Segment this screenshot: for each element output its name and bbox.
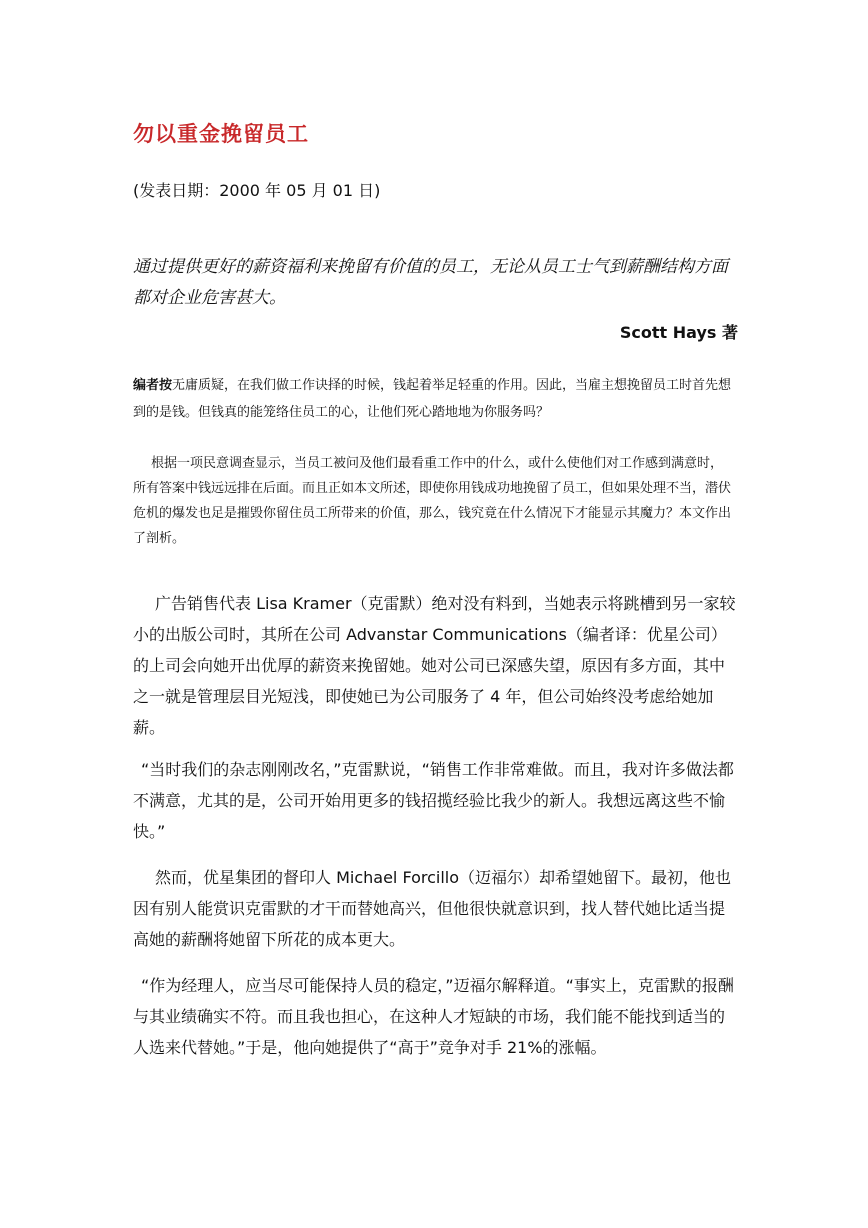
publish-date: (发表日期：2000 年 05 月 01 日)	[133, 181, 381, 200]
editor-note-text: 无庸质疑，在我们做工作诀择的时候，钱起着举足轻重的作用。因此，当雇主想挽留员工时首先想到的是钱。但钱真的能笼络住员工的心，让他们死心踏地地为你服务吗？	[133, 378, 732, 420]
article-author: Scott Hays 著	[619, 323, 738, 342]
editor-note	[133, 372, 735, 426]
body-paragraph-1: 广告销售代表 Lisa Kramer（克雷默）绝对没有料到，当她表示将跳槽到另一家较小的出版公司时，其所在公司 Advanstar Communications（编者译：优星公司）的上司会向她开出优厚的薪资来挽留她。她对公司已深感失望，原因有多方面，其中之一就是管理层目光短浅，即使她已为公司服务了 4 年，但公司始终没考虑给她加薪。	[133, 594, 736, 737]
intro-paragraph: 根据一项民意调查显示，当员工被问及他们最看重工作中的什么，或什么使他们对工作感到满意时，所有答案中钱远远排在后面。而且正如本文所述，即使你用钱成功地挽留了员工，但如果处理不当，潜伏危机的爆发也足是摧毁你留住员工所带来的价值，那么，钱究竟在什么情况下才能显示其魔力？本文作出了剖析。	[133, 456, 732, 546]
article-lead: 通过提供更好的薪资福利来挽留有价值的员工，无论从员工士气到薪酬结构方面都对企业危害甚大。	[133, 257, 728, 308]
body-paragraph-3: 然而，优星集团的督印人 Michael Forcillo（迈福尔）却希望她留下。最初，他也因有别人能赏识克雷默的才干而替她高兴，但他很快就意识到，找人替代她比适当提高她的薪酬将她留下所花的成本更大。	[133, 868, 732, 949]
body-paragraph-4: “作为经理人，应当尽可能保持人员的稳定，”迈福尔解释道。“事实上，克雷默的报酬与其业绩确实不符。而且我也担心，在这种人才短缺的市场，我们能不能找到适当的人选来代替她。”于是，他向她提供了“高于”竞争对手 21%的涨幅。	[133, 976, 734, 1057]
article-title: 勿以重金挽留员工	[133, 122, 309, 146]
body-paragraph-2: “当时我们的杂志刚刚改名，”克雷默说，“销售工作非常难做。而且，我对许多做法都不满意，尤其的是，公司开始用更多的钱招揽经验比我少的新人。我想远离这些不愉快。”	[133, 760, 734, 841]
editor-note-label: 编者按	[133, 378, 173, 393]
